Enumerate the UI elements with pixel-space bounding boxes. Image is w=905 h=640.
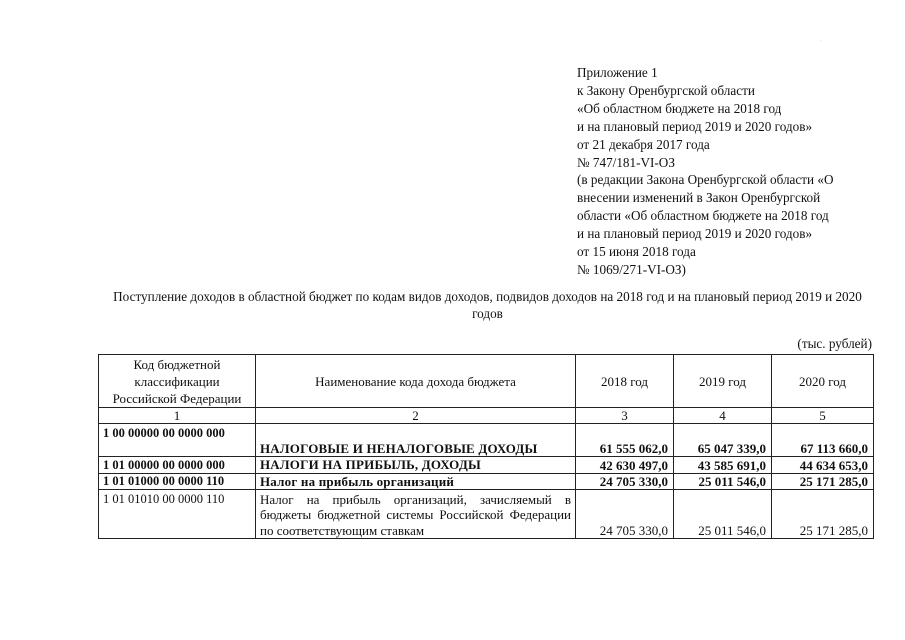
- row-value-2019: 65 047 339,0: [674, 424, 772, 457]
- row-value-2020: 25 171 285,0: [772, 490, 874, 539]
- row-value-2018: 24 705 330,0: [576, 473, 674, 490]
- units-label: (тыс. рублей): [797, 336, 872, 351]
- row-code: 1 01 01000 00 0000 110: [99, 473, 256, 490]
- row-value-2020: 67 113 660,0: [772, 424, 874, 457]
- row-name: Налог на прибыль организаций: [256, 473, 576, 490]
- row-value-2019: 43 585 691,0: [674, 457, 772, 474]
- annex-line: от 15 июня 2018 года: [577, 244, 696, 260]
- annex-line: внесении изменений в Закон Оренбургской: [577, 190, 821, 206]
- row-code: 1 01 00000 00 0000 000: [99, 457, 256, 474]
- header-code: Код бюджетной классификации Российской Федерации: [99, 355, 256, 408]
- annex-line: «Об областном бюджете на 2018 год: [577, 100, 782, 116]
- column-number: 3: [576, 408, 674, 424]
- table-header-row: [99, 355, 874, 408]
- annex-line: № 1069/271-VI-ОЗ): [577, 261, 686, 277]
- annex-line: № 747/181-VI-ОЗ: [577, 154, 675, 170]
- row-value-2020: 25 171 285,0: [772, 473, 874, 490]
- row-value-2018: 24 705 330,0: [576, 490, 674, 539]
- row-value-2018: 61 555 062,0: [576, 424, 674, 457]
- row-code: 1 00 00000 00 0000 000: [99, 424, 256, 457]
- annex-line: от 21 декабря 2017 года: [577, 136, 710, 152]
- row-value-2018: 42 630 497,0: [576, 457, 674, 474]
- annex-line: Приложение 1: [577, 65, 658, 80]
- header-2020: 2020 год: [772, 355, 874, 408]
- table-row: [99, 473, 874, 490]
- row-name: НАЛОГОВЫЕ И НЕНАЛОГОВЫЕ ДОХОДЫ: [256, 424, 576, 457]
- row-code: 1 01 01010 00 0000 110: [99, 490, 256, 539]
- column-number: 5: [772, 408, 874, 424]
- annex-line: к Закону Оренбургской области: [577, 82, 755, 98]
- annex-header: [577, 64, 887, 279]
- row-name: Налог на прибыль организаций, зачисляемый в бюджеты бюджетной системы Российской Федерации по соответствующим ставкам: [256, 490, 576, 539]
- annex-line: (в редакции Закона Оренбургской области «О: [577, 172, 834, 188]
- row-value-2019: 25 011 546,0: [674, 473, 772, 490]
- table-row: [99, 490, 874, 539]
- row-value-2019: 25 011 546,0: [674, 490, 772, 539]
- table-row: [99, 424, 874, 457]
- header-2019: 2019 год: [674, 355, 772, 408]
- document-title: Поступление доходов в областной бюджет по кодам видов доходов, подвидов доходов на 2018 год и на плановый период 2019 и 2020 годов: [113, 289, 862, 321]
- column-number: 4: [674, 408, 772, 424]
- row-name: НАЛОГИ НА ПРИБЫЛЬ, ДОХОДЫ: [256, 457, 576, 474]
- annex-line: области «Об областном бюджете на 2018 год: [577, 208, 829, 224]
- row-value-2020: 44 634 653,0: [772, 457, 874, 474]
- column-number: 2: [256, 408, 576, 424]
- column-number-row: [99, 408, 874, 424]
- annex-line: и на плановый период 2019 и 2020 годов»: [577, 226, 813, 242]
- revenue-table: [98, 354, 874, 539]
- table-row: [99, 457, 874, 474]
- column-number: 1: [99, 408, 256, 424]
- annex-line: и на плановый период 2019 и 2020 годов»: [577, 118, 813, 134]
- scan-mark: ·: [820, 38, 822, 44]
- header-2018: 2018 год: [576, 355, 674, 408]
- header-name: Наименование кода дохода бюджета: [256, 355, 576, 408]
